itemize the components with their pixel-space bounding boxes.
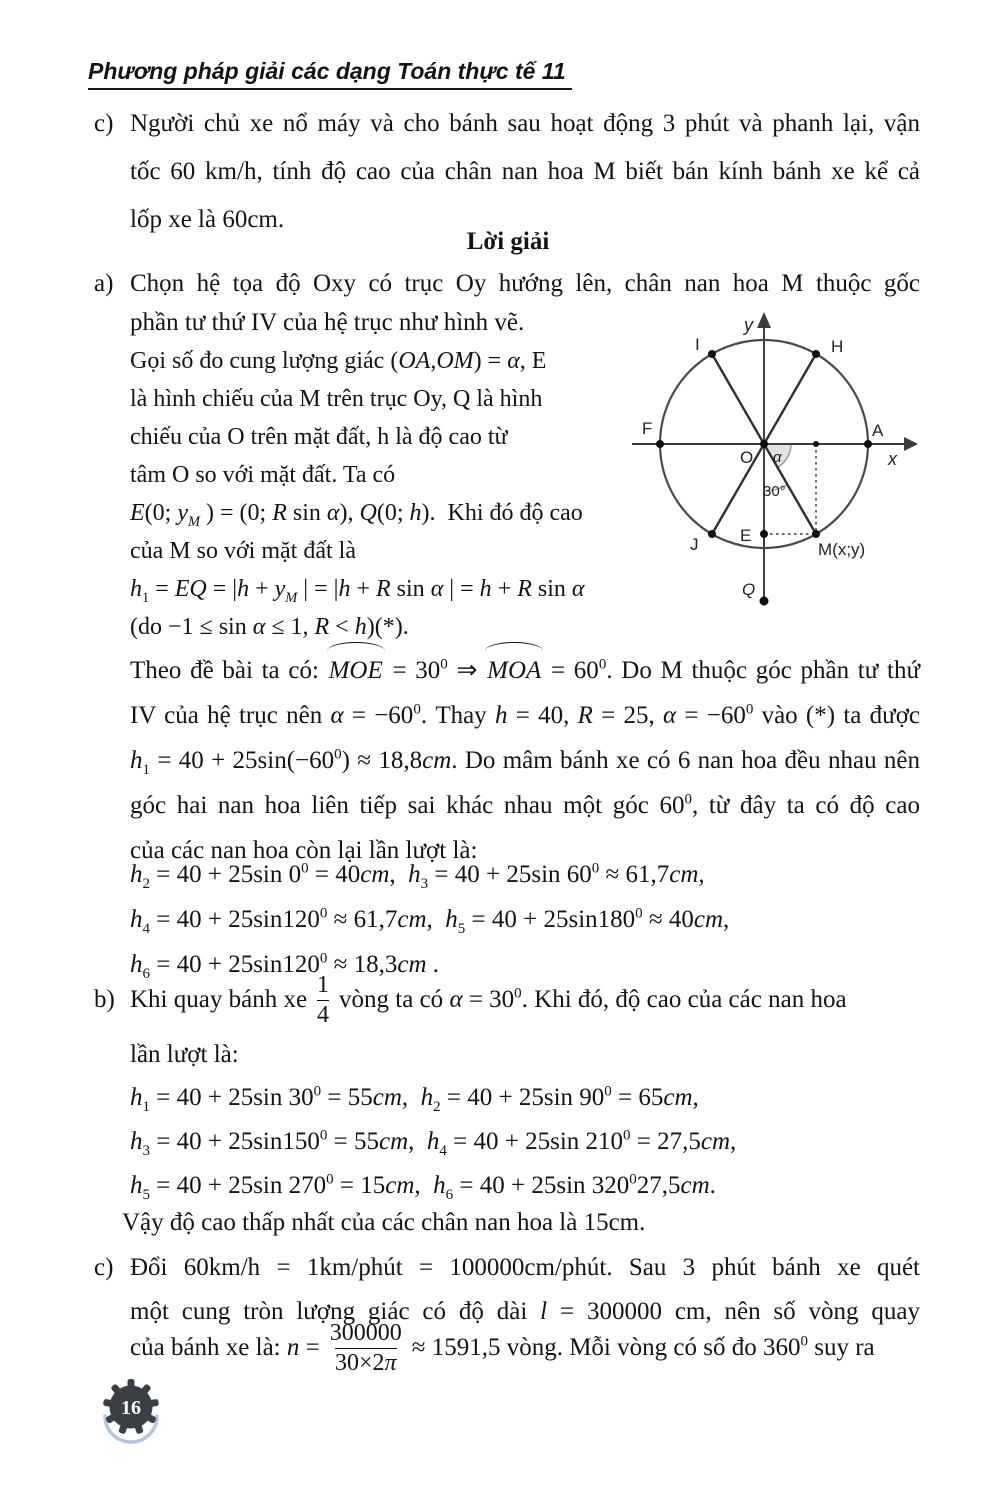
fraction-one-quarter	[317, 971, 329, 1030]
text-line: Gọi số đo cung lượng giác (OA,OM) = α, E	[130, 348, 547, 374]
formula-line: $h_2 = 40 + 25\sin$ $0^0 = 40cm$, $h_3 = 40 + 25\sin$ $60^0 \approx 61,7cm$,	[130, 860, 705, 892]
text-line: góc hai nan hoa liên tiếp sai khác nhau một góc $60^0$, từ đây ta có độ cao	[130, 791, 920, 819]
diagram-label-E: E	[740, 526, 752, 545]
text-line: Chọn hệ tọa độ Oxy có trục Oy hướng lên, chân nan hoa M thuộc gốc	[130, 270, 920, 297]
page-number-badge	[98, 1376, 168, 1450]
item-label-a: a)	[94, 270, 114, 297]
formula-line: $h_4 = 40 + 25\sin 120^0 \approx 61,7cm$, $h_5 = 40 + 25\sin 180^0 \approx 40cm$,	[130, 905, 730, 937]
point-F	[656, 440, 664, 448]
text-line: một cung tròn lượng giác có độ dài l = 300000 cm, nên số vòng quay	[130, 1298, 920, 1325]
point-J	[708, 530, 716, 538]
diagram-label-Q: Q	[742, 580, 756, 599]
part-a-body	[130, 648, 920, 873]
solution-heading: Lời giải	[466, 228, 550, 255]
diagram-label-A: A	[872, 421, 884, 440]
point-Q	[760, 597, 769, 606]
text-line: $h_1 = 40 + 25\sin(-60^0) \approx 18,8cm$. Do mâm bánh xe có 6 nan hoa đều nhau nên	[130, 746, 920, 778]
problem-text	[130, 100, 920, 244]
formula-line: $h_1 = 40 + 25\sin$ $30^0 = 55cm$, $h_2 = 40 + 25\sin$ $90^0 = 65cm$,	[130, 1083, 699, 1115]
text-segment: ≈ 1591,5 vòng. Mỗi vòng có số đo $360^0$ suy ra	[411, 1333, 875, 1361]
point-M	[812, 530, 820, 538]
part-b-formulas	[130, 1076, 920, 1208]
diagram-label-J: J	[690, 535, 699, 554]
fraction-denominator: 30×2π	[334, 1349, 397, 1376]
part-a-left-column	[130, 342, 642, 646]
formula-line: (do −1 ≤ sin α ≤ 1, R < h)(*).	[130, 614, 409, 640]
text-line: tâm O so với mặt đất. Ta có	[130, 462, 396, 488]
text-segment: của bánh xe là: n =	[130, 1334, 320, 1361]
text-segment: vòng ta có $\alpha = 30^0$. Khi đó, độ cao của các nan hoa	[339, 985, 847, 1013]
text-line: Theo đề bài ta có: MOE = $30^0$ ⇒ MOA = $60^0$. Do M thuộc góc phần tư thứ	[130, 648, 920, 693]
page-number: 16	[121, 1397, 141, 1419]
wheel-diagram	[622, 300, 932, 615]
point-E	[760, 530, 768, 538]
point-O	[760, 440, 768, 448]
formula-line: $h_3 = 40 + 25\sin 150^0 = 55cm$, $h_4 = 40 + 25\sin$ $210^0 = 27,5cm$,	[130, 1127, 737, 1159]
part-c-line3	[130, 1306, 875, 1390]
item-label-c2: c)	[94, 1254, 114, 1281]
diagram-label-I: I	[695, 335, 700, 354]
item-label-b: b)	[94, 986, 115, 1013]
y-axis-arrow-icon	[757, 312, 771, 328]
problem-statement-c	[94, 100, 920, 244]
point-H	[812, 350, 820, 358]
formula-line: E(0; $y_M$ ) = (0; R sin α), Q(0; h). Khi đó độ cao	[130, 500, 583, 530]
page-header-title: Phương pháp giải các dạng Toán thực tế 11	[88, 58, 572, 90]
fraction-denominator: 4	[317, 1001, 330, 1028]
point-x-projection	[813, 441, 819, 447]
formula-line: $h_1$ = EQ = $|h + y_M$ | = |h + R sin α | = h + R sin α	[130, 576, 585, 606]
diagram-label-x: x	[888, 449, 897, 469]
text-line: của các nan hoa còn lại lần lượt là:	[130, 837, 478, 864]
formula-line: $h_6 = 40 + 25\sin 120^0 \approx 18,3cm$ .	[130, 950, 440, 982]
x-axis-arrow-icon	[904, 437, 918, 451]
item-label-c: c)	[94, 110, 114, 137]
fraction-numerator: 1	[317, 971, 330, 998]
formula-line: $h_5 = 40 + 25\sin$ $270^0 = 15cm$, $h_6 = 40 + 25\sin$ $320^027,5cm$.	[130, 1171, 716, 1203]
text-line: phần tư thứ IV của hệ trục như hình vẽ.	[130, 309, 525, 336]
fraction-revolutions	[330, 1319, 402, 1378]
text-line: là hình chiếu của M trên trục Oy, Q là hình	[130, 386, 543, 412]
part-b-line2: lần lượt là:	[130, 1041, 239, 1068]
diagram-label-alpha: α	[773, 449, 782, 466]
part-b-line1	[94, 962, 847, 1038]
point-I	[708, 350, 716, 358]
diagram-label-y: y	[744, 315, 753, 335]
diagram-label-M: M(x;y)	[818, 540, 866, 559]
diagram-label-H: H	[831, 337, 844, 356]
text-line: IV của hệ trục nên $\alpha = -60^0$. Thay h = 40, R = 25, $\alpha = -60^0$ vào (*) ta được	[130, 701, 921, 729]
text-line: lốp xe là 60cm.	[130, 206, 285, 233]
text-line: chiếu của O trên mặt đất, h là độ cao từ	[130, 424, 508, 450]
point-A	[864, 440, 872, 448]
fraction-numerator: 300000	[329, 1319, 402, 1346]
diagram-label-O: O	[740, 448, 754, 467]
diagram-label-F: F	[642, 419, 653, 438]
part-b-conclusion: Vậy độ cao thấp nhất của các chân nan hoa là 15cm.	[122, 1209, 646, 1236]
text-line: của M so với mặt đất là	[130, 538, 356, 564]
diagram-label-30deg: 30°	[763, 483, 786, 500]
text-line: tốc 60 km/h, tính độ cao của chân nan hoa M biết bán kính bánh xe kể cả	[130, 158, 920, 185]
text-line: Đổi 60km/h = 1km/phút = 100000cm/phút. Sau 3 phút bánh xe quét	[130, 1254, 920, 1281]
text-line: Người chủ xe nổ máy và cho bánh sau hoạt động 3 phút và phanh lại, vận	[130, 110, 920, 137]
text-segment: Khi quay bánh xe	[130, 986, 308, 1013]
